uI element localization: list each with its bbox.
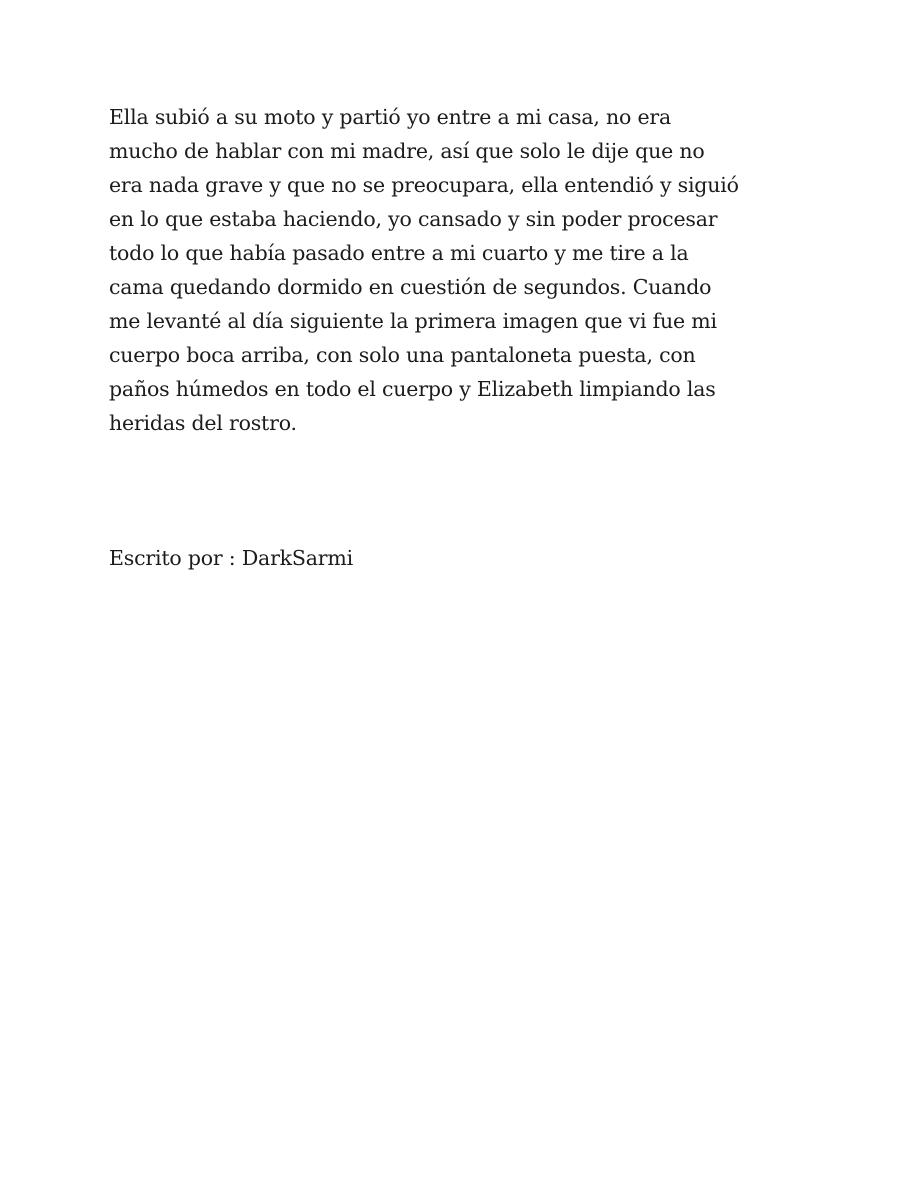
- author-signature: Escrito por : DarkSarmi: [109, 546, 353, 570]
- story-paragraph: Ella subió a su moto y partió yo entre a mi casa, no era mucho de hablar con mi madre, así que solo le dije que no era nada grave y que no se preocupara, ella entendió y siguió en lo que estaba haciendo, yo cansado y sin poder procesar todo lo que había pasado entre a mi cuarto y me tire a la cama quedando dormido en cuestión de segundos. Cuando me levanté al día siguiente la primera imagen que vi fue mi cuerpo boca arriba, con solo una pantaloneta puesta, con paños húmedos en todo el cuerpo y Elizabeth limpiando las heridas del rostro.: [109, 105, 739, 435]
- document-content: [109, 100, 789, 575]
